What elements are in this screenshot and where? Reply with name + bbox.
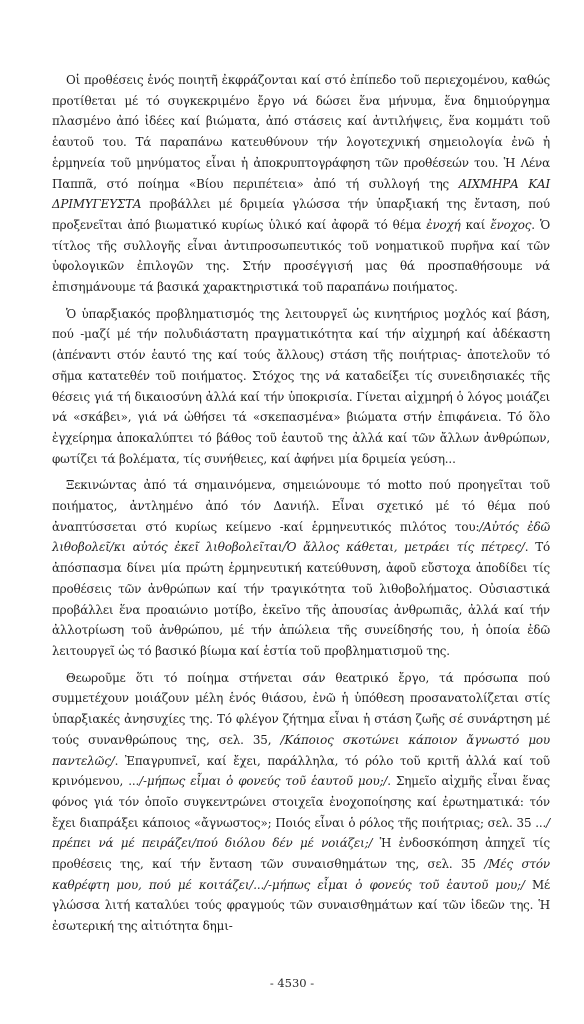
text-run: . Σημεῖο αἰχμῆς εἶναι ἕνας φόνος γιά τόν ὁποῖο συγκεντρώνει στοιχεῖα ἐνοχοποίησης καί ἐρωτηματικά: τόν ἔχει διαπράξει κάποιος «ἄγνωστος»; Ποιός εἶναι ὁ ρόλος τῆς ποιήτριας; σελ. 35 ... — [52, 774, 550, 830]
text-run: Ἡ ἐνδοσκόπηση ἀπηχεῖ τίς προθέσεις της, καί τήν ἔνταση τῶν συναισθημάτων της, σελ. 35 — [52, 836, 550, 872]
italic-quote: /Αὐτός ἐδῶ λιθοβολεῖ/κι αὐτός ἐκεῖ λιθοβολεῖται/Ὁ ἄλλος κάθεται, μετράει τίς πέτρες/ — [52, 519, 551, 555]
text-run: προβάλλει μέ δριμεία γλώσσα τήν ὑπαρξιακή της ἔνταση, πού προξενεῖται ἀπό βιωματικό κυρίως ὑλικό καί ἀφορᾶ τό θέμα — [52, 197, 550, 232]
paragraph-1 — [52, 70, 550, 298]
paragraph-3 — [52, 475, 550, 661]
page-number: - 4530 - — [269, 976, 315, 990]
italic-quote: ΑΙΧΜΗΡΑ ΚΑΙ ΔΡΙΜΥΓΕΥΣΤΑ — [52, 176, 550, 212]
paragraph-2 — [52, 304, 550, 470]
text-run: . Ὁ τίτλος τῆς συλλογῆς εἶναι ἀντιπροσωπευτικός τοῦ νοηματικοῦ πυρῆνα καί τῶν ὑφολογικῶν ἐπιλογῶν της. Στήν προσέγγισή μας θά προσπαθήσουμε νά ἐπισημάνουμε τά βασικά χαρακτηριστικά τοῦ παραπάνω ποιήματος. — [52, 217, 551, 295]
italic-quote: /Μές στόν καθρέφτη μου, πού μέ κοιτάζει/.../-μήπως εἶμαι ὁ φονεύς τοῦ ἑαυτοῦ μου;/ — [52, 857, 550, 892]
text-run: καί — [460, 217, 491, 232]
paragraph-4 — [52, 668, 550, 937]
text-run: Ξεκινώντας ἀπό τά σημαινόμενα, σημειώνουμε τό motto πού προηγεῖται τοῦ ποιήματος, ἀντλημένο ἀπό τόν Δανιήλ. Εἶναι σχετικό μέ τό θέμα πού ἀναπτύσσεται στό κυρίως κείμενο -καί ἑρμηνευτικός πιλότος του: — [52, 478, 550, 534]
document-page — [52, 70, 550, 943]
text-run: . Ἐπαγρυπνεῖ, καί ἔχει, παράλληλα, τό ρόλο τοῦ κριτῆ ἀλλά καί τοῦ κρινόμενου, ... — [52, 753, 550, 789]
text-run: . Τό ἀπόσπασμα δίνει μία πρώτη ἑρμηνευτική κατεύθυνση, ἀφοῦ εὔστοχα ἀποδίδει τίς προθέσεις τῶν ἀνθρώπων καί τήν τραγικότητα τοῦ λιθοβολήματος. Οὐσιαστικά προβάλλει ἕνα προαιώνιο μοτίβο, ἐκεῖνο τῆς ἀπουσίας ἀνθρωπιᾶς, ἀλλά καί τήν ἀλλοτρίωση τοῦ ἀνθρώπου, μέ τήν ἀπώλεια τῆς συνείδησής του, ἡ ὁποία ἐδῶ λειτουργεῖ ὡς τό βασικό βίωμα καί ἑστία τοῦ προβληματισμοῦ της. — [52, 540, 550, 658]
italic-quote: /Κάποιος σκοτώνει κάποιον ἄγνωστό μου παντελῶς/ — [52, 732, 550, 768]
italic-quote: /-μήπως εἶμαι ὁ φονεύς τοῦ ἑαυτοῦ μου;/ — [139, 774, 388, 789]
italic-quote: ἔνοχος — [490, 217, 532, 232]
text-run: Μέ γλώσσα λιτή καταλύει τούς φραγμούς τῶν συναισθημάτων καί τῶν ἰδεῶν της. Ἡ ἐσωτερική της αἰτιότητα δημι- — [52, 877, 550, 934]
text-run: Ὁ ὑπαρξιακός προβληματισμός της λειτουργεῖ ὡς κινητήριος μοχλός καί βάση, πού -μαζί μέ τήν πολυδιάστατη πραγματικότητα καί τήν αἰχμηρή καί ἀδέκαστη (ἀπέναντι στόν ἑαυτό της καί τούς ἄλλους) στάση τῆς ποιήτριας- ἀποτελοῦν τό σῆμα κατατεθέν τοῦ ποιήματος. Στόχος της νά καταδείξει τίς συνειδησιακές τῆς θέσεις γιά τή δικαιοσύνη ἀλλά καί τήν ὑποκρισία. Γίνεται αἰχμηρή ὁ λόγος μοιάζει νά «σκάβει», γιά νά ὠθήσει τά «σκεπασμένα» βιώματα στήν ἐπιφάνεια. Τό ὅλο ἐγχείρημα ἀποκαλύπτει τό βάθος τοῦ ἑαυτοῦ της ἀλλά καί τῶν ἄλλων ἀνθρώπων, φωτίζει τά βολέματα, τίς συνήθειες, καί ἀφήνει μία δριμεία γεύση... — [52, 306, 550, 466]
text-run: Θεωροῦμε ὅτι τό ποίημα στήνεται σάν θεατρικό ἔργο, τά πρόσωπα πού συμμετέχουν μοιάζουν μέλη ἑνός θιάσου, ἐνῶ ἡ ὑπόθεση προσανατολίζεται στίς ὑπαρξιακές ἀνησυχίες της. Τό φλέγον ζήτημα εἶναι ἡ στάση ζωῆς σέ συνάρτηση μέ τούς συνανθρώπους της, σελ. 35, — [52, 670, 550, 747]
italic-quote: ἐνοχή — [426, 217, 461, 232]
text-run: Οἱ προθέσεις ἑνός ποιητῆ ἐκφράζονται καί στό ἐπίπεδο τοῦ περιεχομένου, καθώς προτίθεται μέ τό συγκεκριμένο ἔργο νά δώσει ἕνα μήνυμα, ἕνα δημιούργημα πλασμένο ἀπό ἰδέες καί βιώματα, ἀπό στάσεις καί ἀντιλήψεις, ἕνα κομμάτι τοῦ ἑαυτοῦ του. Τά παραπάνω κατευθύνουν τήν λογοτεχνική σημειολογία ἐνῶ ἡ ἑρμηνεία τοῦ μηνύματος εἶναι ἡ ἀποκρυπτογράφηση τῶν προθέσεών του. Ἡ Λένα Παππᾶ, στό ποίημα «Βίου περιπέτεια» ἀπό τή συλλογή της — [52, 73, 550, 191]
italic-quote: /πρέπει νά μέ πειράζει/πού διόλου δέν μέ νοιάζει;/ — [52, 815, 550, 851]
